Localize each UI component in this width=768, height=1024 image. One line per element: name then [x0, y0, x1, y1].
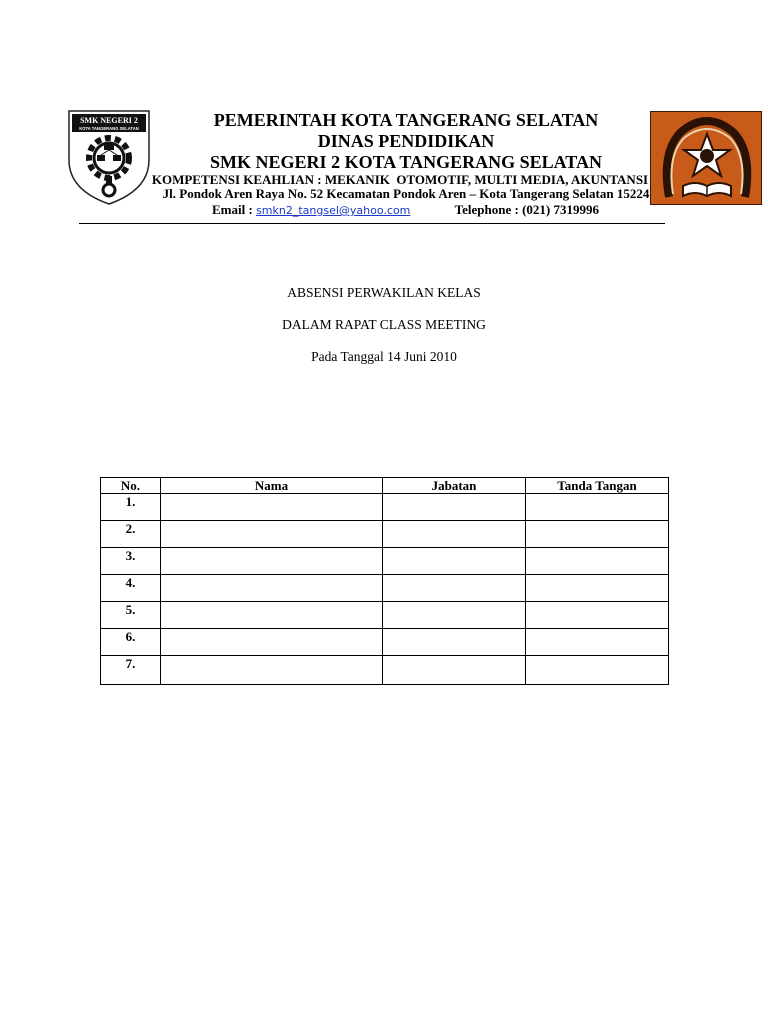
header-contact	[212, 202, 599, 218]
name-cell[interactable]	[161, 494, 383, 521]
email-link[interactable]: smkn2_tangsel@yahoo.com	[256, 204, 411, 217]
position-cell[interactable]	[383, 656, 526, 685]
email-label: Email :	[212, 202, 253, 217]
name-cell[interactable]	[161, 521, 383, 548]
row-number: 5.	[101, 602, 161, 629]
position-cell[interactable]	[383, 494, 526, 521]
column-header-nama: Nama	[161, 478, 383, 494]
table-row	[101, 602, 669, 629]
signature-cell[interactable]	[526, 656, 669, 685]
name-cell[interactable]	[161, 656, 383, 685]
table-row	[101, 575, 669, 602]
table-row	[101, 494, 669, 521]
telephone-text: Telephone : (021) 7319996	[454, 202, 599, 217]
document-date: Pada Tanggal 14 Juni 2010	[311, 349, 457, 364]
name-cell[interactable]	[161, 602, 383, 629]
header-school-name: SMK NEGERI 2 KOTA TANGERANG SELATAN	[210, 152, 602, 172]
name-cell[interactable]	[161, 548, 383, 575]
position-cell[interactable]	[383, 629, 526, 656]
signature-cell[interactable]	[526, 575, 669, 602]
position-cell[interactable]	[383, 548, 526, 575]
signature-cell[interactable]	[526, 548, 669, 575]
book-icon	[683, 183, 731, 196]
signature-cell[interactable]	[526, 629, 669, 656]
document-subtitle: DALAM RAPAT CLASS MEETING	[282, 317, 486, 332]
header-competencies: KOMPETENSI KEAHLIAN : MEKANIK OTOMOTIF, MULTI MEDIA, AKUNTANSI	[151, 172, 649, 187]
position-cell[interactable]	[383, 575, 526, 602]
name-cell[interactable]	[161, 575, 383, 602]
signature-cell[interactable]	[526, 521, 669, 548]
header-government: PEMERINTAH KOTA TANGERANG SELATAN	[213, 110, 599, 130]
logo-left-bottom-text: KOTA TANGERANG SELATAN	[79, 126, 139, 131]
signature-cell[interactable]	[526, 602, 669, 629]
logo-left-top-text: SMK NEGERI 2	[80, 116, 138, 125]
document-title: ABSENSI PERWAKILAN KELAS	[287, 285, 481, 300]
table-row	[101, 548, 669, 575]
row-number: 2.	[101, 521, 161, 548]
column-header-no: No.	[101, 478, 161, 494]
government-logo-right	[650, 111, 762, 205]
name-cell[interactable]	[161, 629, 383, 656]
row-number: 6.	[101, 629, 161, 656]
row-number: 4.	[101, 575, 161, 602]
attendance-table	[100, 477, 669, 685]
position-cell[interactable]	[383, 602, 526, 629]
header-divider	[79, 223, 665, 224]
school-logo-left	[66, 108, 152, 206]
position-cell[interactable]	[383, 521, 526, 548]
table-header-row	[101, 478, 669, 494]
column-header-tanda-tangan: Tanda Tangan	[526, 478, 669, 494]
row-number: 1.	[101, 494, 161, 521]
row-number: 7.	[101, 656, 161, 685]
table-row	[101, 521, 669, 548]
header-department: DINAS PENDIDIKAN	[317, 131, 495, 151]
table-row	[101, 656, 669, 685]
header-address: Jl. Pondok Aren Raya No. 52 Kecamatan Pondok Aren – Kota Tangerang Selatan 15224	[162, 186, 650, 201]
column-header-jabatan: Jabatan	[383, 478, 526, 494]
table-row	[101, 629, 669, 656]
row-number: 3.	[101, 548, 161, 575]
signature-cell[interactable]	[526, 494, 669, 521]
